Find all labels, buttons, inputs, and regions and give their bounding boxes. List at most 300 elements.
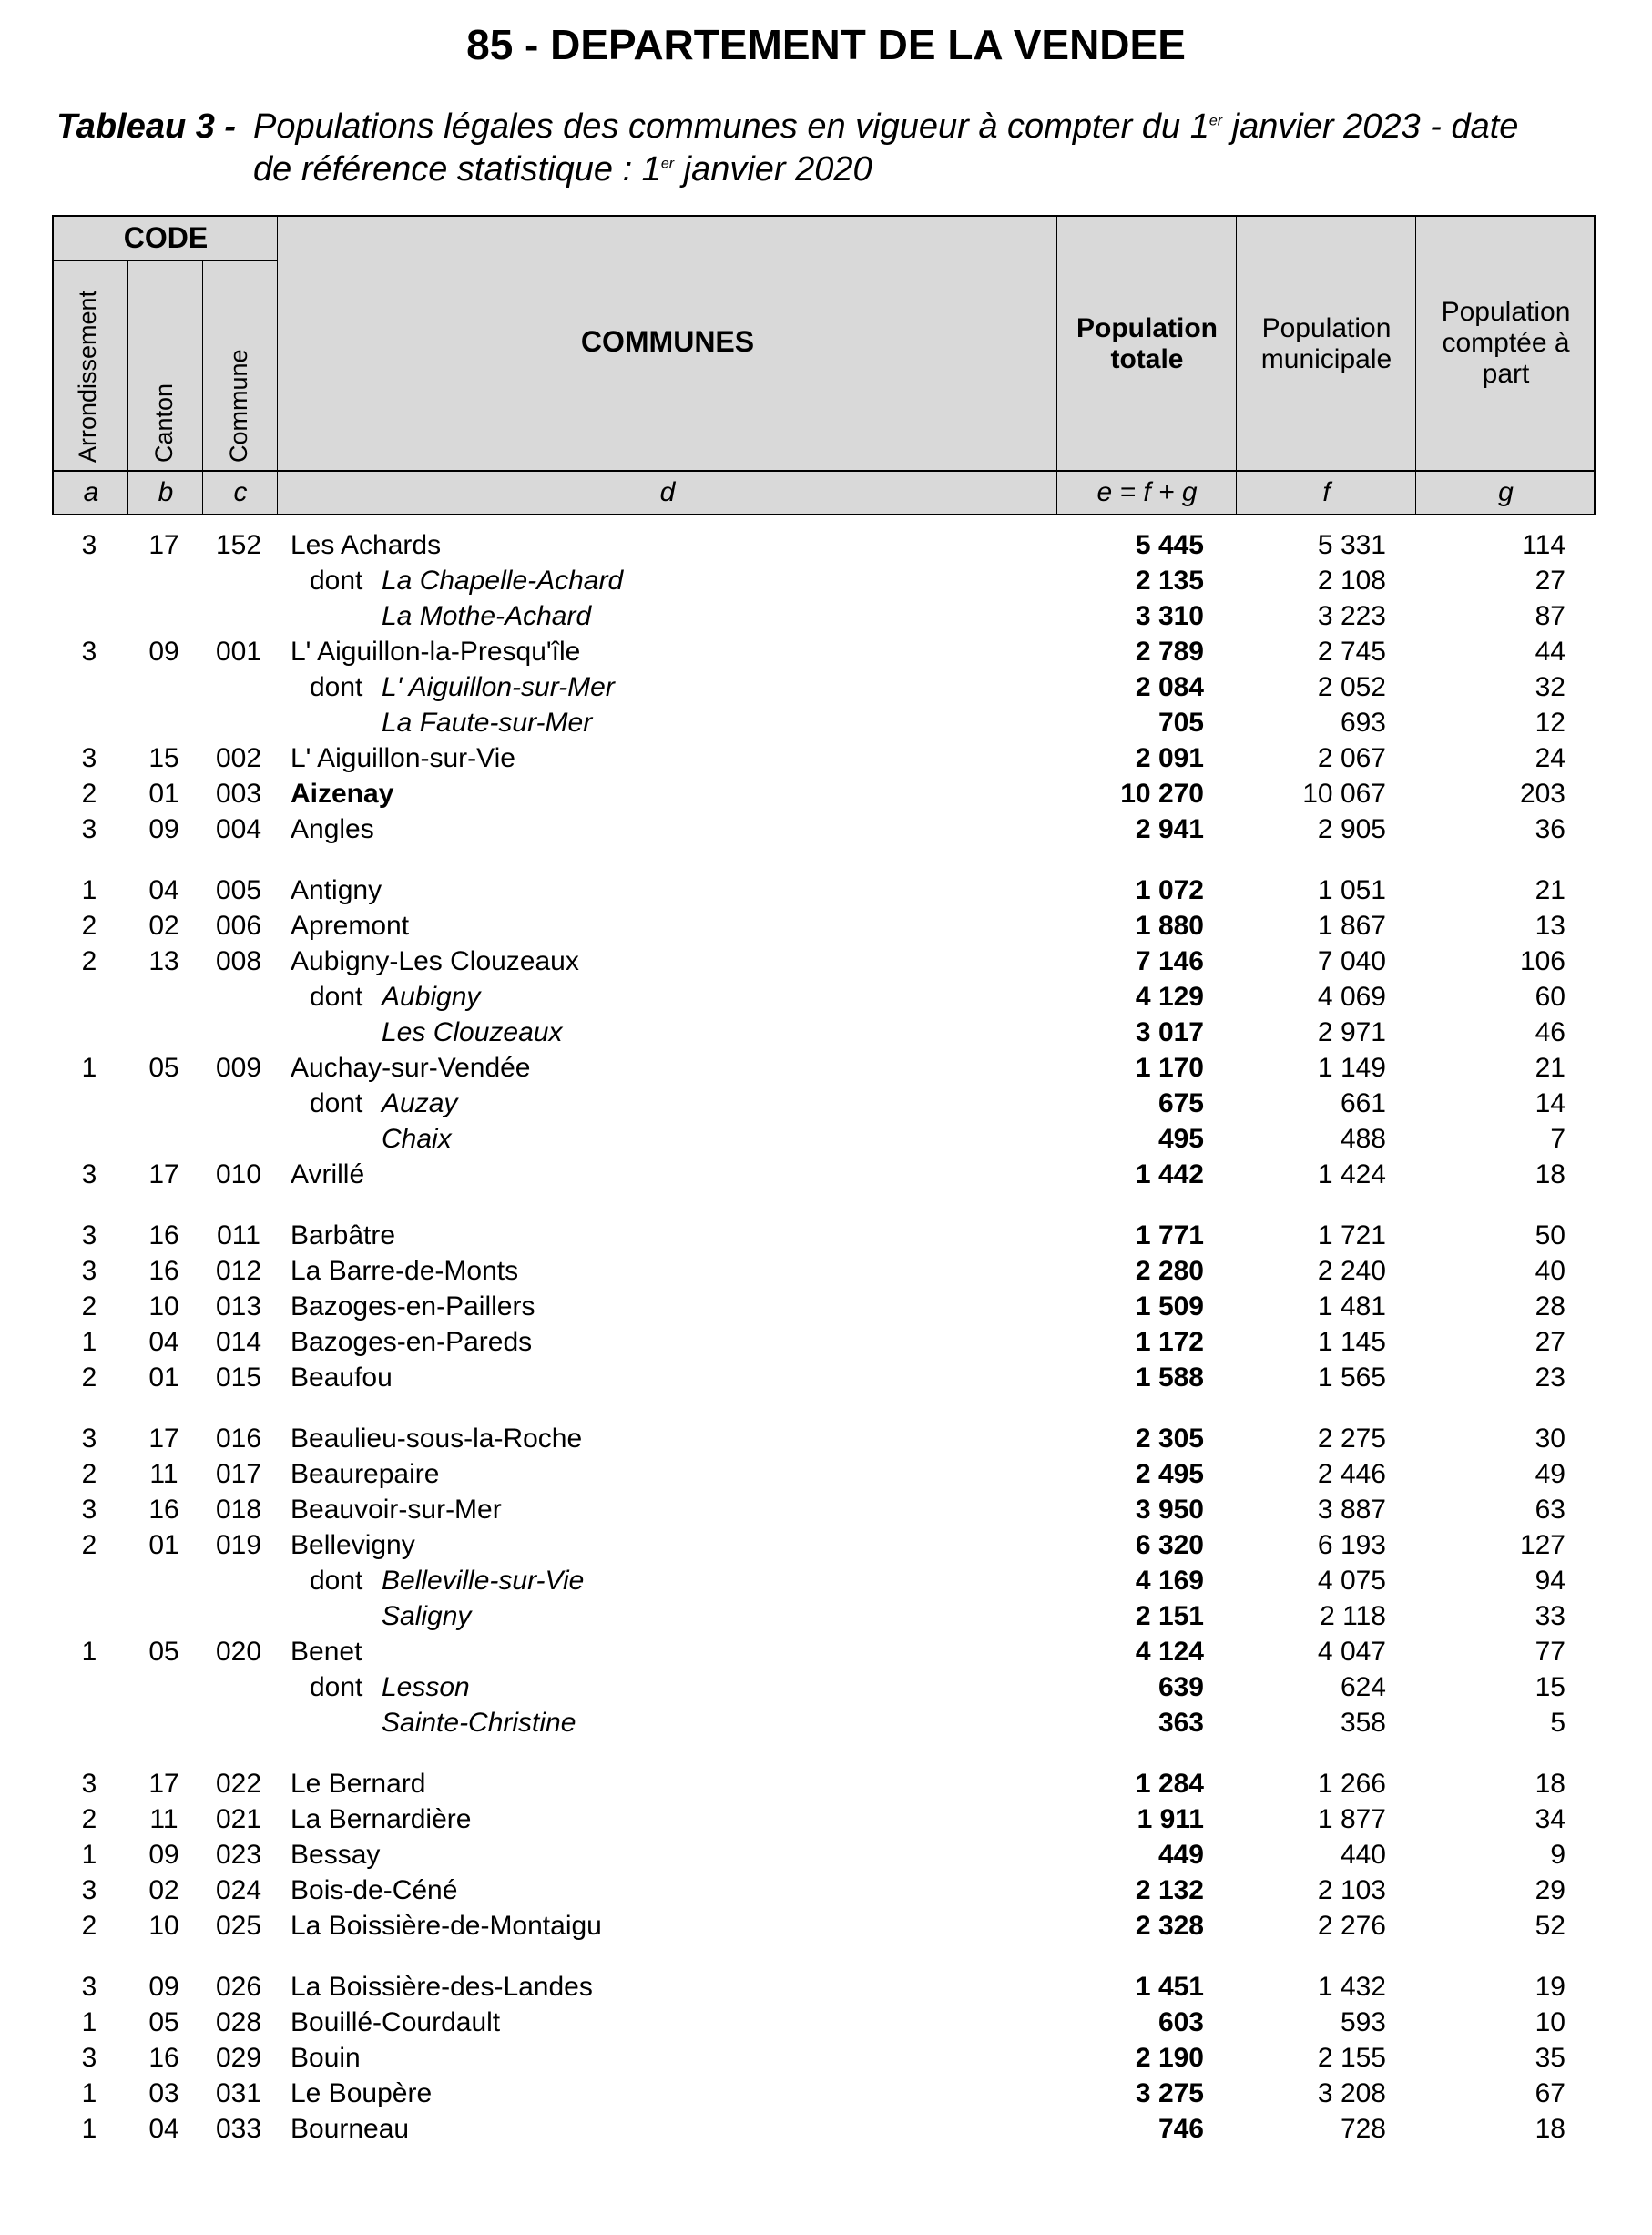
cell-commune-code: 010 (215, 1159, 262, 1189)
cell-commune-code: 006 (215, 911, 262, 941)
cell-commune-code: 004 (215, 814, 262, 844)
cell-commune-name: Aizenay (291, 779, 394, 809)
cell-population-a-part: 18 (1535, 1159, 1565, 1189)
cell-canton: 10 (148, 1911, 179, 1941)
cell-population-a-part: 19 (1535, 1972, 1565, 2002)
table-row (52, 779, 1596, 813)
cell-population-a-part: 9 (1550, 1840, 1565, 1870)
cell-canton: 01 (148, 1530, 179, 1560)
table-row (52, 530, 1596, 565)
cell-commune-code: 026 (215, 1972, 262, 2002)
cell-population-totale: 1 172 (1135, 1327, 1204, 1357)
cell-population-totale: 2 190 (1135, 2043, 1204, 2073)
cell-commune-name: Bourneau (291, 2114, 410, 2144)
cell-commune-code: 033 (215, 2114, 262, 2144)
cell-arrondissement: 1 (81, 875, 97, 905)
table-row (52, 1637, 1596, 1671)
letter-c: c (233, 477, 248, 507)
cell-arrondissement: 1 (81, 1327, 97, 1357)
cell-commune-name: Antigny (291, 875, 382, 905)
cell-arrondissement: 3 (81, 1495, 97, 1525)
cell-population-totale: 1 072 (1135, 875, 1204, 905)
cell-population-totale: 3 017 (1135, 1017, 1204, 1047)
table-subrow (52, 1708, 1596, 1742)
cell-population-totale: 1 771 (1135, 1220, 1204, 1250)
cell-population-a-part: 30 (1535, 1424, 1565, 1454)
cell-arrondissement: 1 (81, 2078, 97, 2108)
cell-commune-code: 011 (217, 1220, 260, 1250)
table-row (52, 1972, 1596, 2006)
cell-population-a-part: 127 (1519, 1530, 1565, 1560)
cell-canton: 17 (148, 1424, 179, 1454)
cell-sub-commune: Lesson (382, 1672, 470, 1702)
cell-canton: 10 (148, 1291, 179, 1322)
cell-commune-code: 029 (215, 2043, 262, 2073)
cell-population-totale: 639 (1157, 1672, 1204, 1702)
table-row (52, 875, 1596, 910)
table-description: Populations légales des communes en vigueur à compter du 1er janvier 2023 - date de référence statistique : 1er janvier 2020 (253, 107, 1519, 189)
table-subrow (52, 1017, 1596, 1052)
cell-dont-label: dont (310, 982, 363, 1012)
cell-dont-label: dont (310, 672, 363, 702)
cell-population-a-part: 29 (1535, 1875, 1565, 1905)
cell-population-municipale: 1 877 (1317, 1804, 1386, 1834)
cell-arrondissement: 3 (81, 1875, 97, 1905)
cell-population-municipale: 4 047 (1317, 1637, 1386, 1667)
cell-population-totale: 2 132 (1135, 1875, 1204, 1905)
cell-arrondissement: 2 (81, 911, 97, 941)
table-row (52, 1327, 1596, 1362)
cell-canton: 01 (148, 779, 179, 809)
cell-canton: 16 (148, 2043, 179, 2073)
table-subrow (52, 1601, 1596, 1636)
table-row (52, 1256, 1596, 1291)
table-subrow (52, 672, 1596, 707)
cell-population-municipale: 358 (1340, 1708, 1386, 1738)
cell-population-a-part: 7 (1550, 1124, 1565, 1154)
cell-population-municipale: 2 155 (1317, 2043, 1386, 2073)
cell-commune-name: Bazoges-en-Pareds (291, 1327, 533, 1357)
cell-commune-code: 024 (215, 1875, 262, 1905)
cell-commune-code: 005 (215, 875, 262, 905)
cell-population-municipale: 2 103 (1317, 1875, 1386, 1905)
cell-dont-label: dont (310, 1088, 363, 1118)
cell-arrondissement: 3 (81, 530, 97, 560)
table-row (52, 637, 1596, 671)
cell-commune-code: 021 (215, 1804, 262, 1834)
cell-population-municipale: 1 424 (1317, 1159, 1386, 1189)
table-row (52, 1495, 1596, 1529)
cell-population-a-part: 5 (1550, 1708, 1565, 1738)
cell-canton: 05 (148, 1637, 179, 1667)
cell-commune-name: Le Boupère (291, 2078, 433, 2108)
cell-population-municipale: 1 867 (1317, 911, 1386, 941)
cell-arrondissement: 3 (81, 1424, 97, 1454)
header-communes: COMMUNES (278, 217, 1057, 470)
table-subrow (52, 1124, 1596, 1158)
letter-f: f (1322, 477, 1331, 507)
cell-population-totale: 1 284 (1135, 1769, 1204, 1799)
cell-population-municipale: 1 481 (1317, 1291, 1386, 1322)
cell-population-totale: 2 495 (1135, 1459, 1204, 1489)
cell-population-totale: 4 124 (1135, 1637, 1204, 1667)
letter-g: g (1498, 477, 1514, 507)
table-row (52, 1291, 1596, 1326)
cell-population-municipale: 2 118 (1320, 1601, 1386, 1631)
cell-population-municipale: 4 075 (1317, 1566, 1386, 1596)
cell-commune-code: 012 (215, 1256, 262, 1286)
cell-commune-code: 152 (215, 530, 262, 560)
cell-population-a-part: 33 (1535, 1601, 1565, 1631)
cell-population-a-part: 32 (1535, 672, 1565, 702)
cell-population-a-part: 87 (1535, 601, 1565, 631)
cell-commune-name: Bois-de-Céné (291, 1875, 458, 1905)
cell-commune-name: Angles (291, 814, 374, 844)
cell-arrondissement: 1 (81, 1637, 97, 1667)
cell-population-a-part: 106 (1519, 946, 1565, 976)
cell-commune-code: 019 (215, 1530, 262, 1560)
cell-commune-name: Bessay (291, 1840, 381, 1870)
table-subrow (52, 566, 1596, 600)
header-population-municipale: Population municipale (1237, 217, 1416, 470)
cell-population-municipale: 488 (1340, 1124, 1386, 1154)
table-row (52, 2078, 1596, 2113)
cell-sub-commune: Auzay (382, 1088, 458, 1118)
cell-population-municipale: 4 069 (1317, 982, 1386, 1012)
cell-population-totale: 2 280 (1135, 1256, 1204, 1286)
cell-canton: 04 (148, 2114, 179, 2144)
cell-population-a-part: 28 (1535, 1291, 1565, 1322)
cell-population-totale: 675 (1157, 1088, 1204, 1118)
table-row (52, 1424, 1596, 1458)
cell-population-municipale: 2 052 (1317, 672, 1386, 702)
cell-arrondissement: 2 (81, 1362, 97, 1393)
cell-canton: 01 (148, 1362, 179, 1393)
table-row (52, 1159, 1596, 1194)
table-row (52, 1769, 1596, 1803)
cell-population-municipale: 1 266 (1317, 1769, 1386, 1799)
cell-arrondissement: 2 (81, 1291, 97, 1322)
cell-arrondissement: 3 (81, 1769, 97, 1799)
cell-population-a-part: 12 (1535, 708, 1565, 738)
cell-commune-name: Barbâtre (291, 1220, 396, 1250)
cell-population-totale: 2 305 (1135, 1424, 1204, 1454)
cell-population-totale: 5 445 (1135, 530, 1204, 560)
table-row (52, 1530, 1596, 1565)
cell-population-totale: 495 (1157, 1124, 1204, 1154)
cell-population-totale: 1 442 (1135, 1159, 1204, 1189)
cell-population-totale: 2 941 (1135, 814, 1204, 844)
table-row (52, 1459, 1596, 1494)
cell-population-a-part: 10 (1535, 2007, 1565, 2037)
table-subrow (52, 1088, 1596, 1123)
cell-population-a-part: 114 (1522, 530, 1565, 560)
cell-population-totale: 7 146 (1135, 946, 1204, 976)
cell-population-totale: 363 (1157, 1708, 1204, 1738)
letter-b: b (158, 477, 174, 507)
cell-population-totale: 603 (1157, 2007, 1204, 2037)
table-row (52, 1053, 1596, 1087)
cell-commune-name: Beaurepaire (291, 1459, 440, 1489)
page-title: 85 - DEPARTEMENT DE LA VENDEE (466, 21, 1186, 68)
cell-arrondissement: 3 (81, 1159, 97, 1189)
cell-commune-code: 023 (215, 1840, 262, 1870)
header-population-a-part: Population comptée à part (1441, 297, 1571, 389)
cell-population-a-part: 24 (1535, 743, 1565, 773)
cell-commune-name: Avrillé (291, 1159, 365, 1189)
cell-population-totale: 2 789 (1135, 637, 1204, 667)
table-subrow (52, 1566, 1596, 1600)
cell-population-a-part: 21 (1535, 1053, 1565, 1083)
cell-population-a-part: 52 (1535, 1911, 1565, 1941)
cell-arrondissement: 2 (81, 779, 97, 809)
cell-population-municipale: 1 149 (1317, 1053, 1386, 1083)
cell-arrondissement: 2 (81, 1911, 97, 1941)
table-row (52, 2114, 1596, 2148)
cell-population-totale: 6 320 (1135, 1530, 1204, 1560)
cell-population-municipale: 624 (1340, 1672, 1386, 1702)
cell-population-municipale: 1 565 (1317, 1362, 1386, 1393)
cell-canton: 16 (148, 1220, 179, 1250)
header-commune: Commune (203, 260, 278, 470)
cell-population-totale: 3 310 (1135, 601, 1204, 631)
cell-population-municipale: 2 745 (1317, 637, 1386, 667)
cell-commune-code: 025 (215, 1911, 262, 1941)
cell-commune-code: 009 (215, 1053, 262, 1083)
header-arrondissement: Arrondissement (54, 260, 128, 470)
cell-canton: 11 (149, 1459, 178, 1489)
cell-population-a-part: 40 (1535, 1256, 1565, 1286)
cell-arrondissement: 3 (81, 637, 97, 667)
cell-sub-commune: Belleville-sur-Vie (382, 1566, 585, 1596)
cell-population-totale: 2 328 (1135, 1911, 1204, 1941)
table-subrow (52, 1672, 1596, 1707)
code-group-header: CODE (54, 217, 278, 260)
cell-population-municipale: 2 067 (1317, 743, 1386, 773)
cell-sub-commune: La Chapelle-Achard (382, 566, 624, 596)
cell-commune-name: Aubigny-Les Clouzeaux (291, 946, 579, 976)
cell-population-totale: 2 084 (1135, 672, 1204, 702)
table-row (52, 911, 1596, 945)
cell-population-a-part: 67 (1535, 2078, 1565, 2108)
cell-commune-name: Bouin (291, 2043, 361, 2073)
header-canton: Canton (128, 260, 203, 470)
table-subrow (52, 708, 1596, 742)
table-row (52, 1362, 1596, 1397)
cell-commune-code: 020 (215, 1637, 262, 1667)
cell-commune-name: Auchay-sur-Vendée (291, 1053, 531, 1083)
cell-population-municipale: 6 193 (1317, 1530, 1386, 1560)
table-subrow (52, 601, 1596, 636)
cell-population-totale: 746 (1157, 2114, 1204, 2144)
cell-population-totale: 1 170 (1135, 1053, 1204, 1083)
cell-commune-code: 031 (215, 2078, 262, 2108)
table-row (52, 1840, 1596, 1874)
cell-canton: 09 (148, 1972, 179, 2002)
table-row (52, 1804, 1596, 1839)
cell-population-a-part: 18 (1535, 1769, 1565, 1799)
cell-commune-code: 015 (215, 1362, 262, 1393)
table-label: Tableau 3 - (56, 107, 237, 146)
cell-population-totale: 449 (1157, 1840, 1204, 1870)
cell-dont-label: dont (310, 1566, 363, 1596)
cell-arrondissement: 3 (81, 743, 97, 773)
cell-canton: 17 (148, 530, 179, 560)
cell-population-a-part: 50 (1535, 1220, 1565, 1250)
cell-canton: 04 (148, 1327, 179, 1357)
cell-population-municipale: 440 (1340, 1840, 1386, 1870)
cell-population-municipale: 3 223 (1317, 601, 1386, 631)
cell-commune-name: Bellevigny (291, 1530, 415, 1560)
cell-canton: 16 (148, 1256, 179, 1286)
table-row (52, 2007, 1596, 2042)
cell-commune-name: Le Bernard (291, 1769, 426, 1799)
table-row (52, 1911, 1596, 1945)
table-subrow (52, 982, 1596, 1016)
cell-canton: 13 (148, 946, 179, 976)
letter-e: e = f + g (1096, 477, 1198, 507)
cell-population-a-part: 23 (1535, 1362, 1565, 1393)
cell-population-totale: 2 151 (1135, 1601, 1204, 1631)
cell-population-a-part: 14 (1535, 1088, 1565, 1118)
table-row (52, 2043, 1596, 2077)
cell-population-municipale: 2 276 (1317, 1911, 1386, 1941)
cell-population-totale: 4 169 (1135, 1566, 1204, 1596)
cell-commune-code: 017 (215, 1459, 262, 1489)
cell-commune-name: La Barre-de-Monts (291, 1256, 519, 1286)
cell-population-a-part: 44 (1535, 637, 1565, 667)
cell-commune-name: La Bernardière (291, 1804, 472, 1834)
cell-population-a-part: 46 (1535, 1017, 1565, 1047)
cell-sub-commune: Sainte-Christine (382, 1708, 576, 1738)
cell-canton: 02 (148, 1875, 179, 1905)
cell-commune-code: 002 (215, 743, 262, 773)
cell-population-totale: 3 275 (1135, 2078, 1204, 2108)
cell-commune-name: L' Aiguillon-la-Presqu'île (291, 637, 581, 667)
cell-canton: 17 (148, 1769, 179, 1799)
cell-population-municipale: 2 108 (1317, 566, 1386, 596)
header-population-totale: Population totale (1057, 217, 1237, 470)
cell-canton: 09 (148, 1840, 179, 1870)
cell-population-totale: 10 270 (1120, 779, 1204, 809)
cell-arrondissement: 1 (81, 1053, 97, 1083)
cell-arrondissement: 1 (81, 2007, 97, 2037)
cell-dont-label: dont (310, 566, 363, 596)
cell-canton: 05 (148, 1053, 179, 1083)
table-row (52, 946, 1596, 981)
cell-population-municipale: 2 275 (1317, 1424, 1386, 1454)
cell-population-a-part: 94 (1535, 1566, 1565, 1596)
cell-population-municipale: 2 905 (1317, 814, 1386, 844)
letter-d: d (659, 477, 676, 507)
cell-sub-commune: Chaix (382, 1124, 452, 1154)
cell-arrondissement: 2 (81, 1804, 97, 1834)
cell-commune-code: 022 (215, 1769, 262, 1799)
cell-canton: 05 (148, 2007, 179, 2037)
table-row (52, 1220, 1596, 1255)
cell-population-municipale: 1 145 (1317, 1327, 1386, 1357)
cell-population-municipale: 2 240 (1317, 1256, 1386, 1286)
cell-arrondissement: 3 (81, 1972, 97, 2002)
cell-commune-name: Beaufou (291, 1362, 393, 1393)
cell-population-totale: 1 880 (1135, 911, 1204, 941)
cell-population-a-part: 77 (1535, 1637, 1565, 1667)
cell-population-municipale: 1 432 (1317, 1972, 1386, 2002)
cell-sub-commune: La Mothe-Achard (382, 601, 592, 631)
cell-population-a-part: 203 (1519, 779, 1565, 809)
cell-arrondissement: 1 (81, 2114, 97, 2144)
cell-commune-name: Beauvoir-sur-Mer (291, 1495, 502, 1525)
cell-commune-name: Les Achards (291, 530, 442, 560)
table-row (52, 814, 1596, 849)
cell-sub-commune: Les Clouzeaux (382, 1017, 563, 1047)
cell-population-totale: 1 911 (1137, 1804, 1204, 1834)
cell-canton: 03 (148, 2078, 179, 2108)
cell-population-municipale: 3 208 (1317, 2078, 1386, 2108)
cell-canton: 09 (148, 637, 179, 667)
cell-commune-name: La Boissière-de-Montaigu (291, 1911, 602, 1941)
cell-arrondissement: 3 (81, 1256, 97, 1286)
cell-arrondissement: 3 (81, 1220, 97, 1250)
cell-population-totale: 2 135 (1135, 566, 1204, 596)
cell-population-a-part: 15 (1535, 1672, 1565, 1702)
cell-arrondissement: 2 (81, 1459, 97, 1489)
cell-population-a-part: 49 (1535, 1459, 1565, 1489)
cell-population-a-part: 34 (1535, 1804, 1565, 1834)
cell-population-municipale: 10 067 (1302, 779, 1386, 809)
table-row (52, 1875, 1596, 1910)
cell-canton: 17 (148, 1159, 179, 1189)
cell-commune-code: 013 (215, 1291, 262, 1322)
cell-population-totale: 1 588 (1135, 1362, 1204, 1393)
cell-population-a-part: 13 (1535, 911, 1565, 941)
cell-dont-label: dont (310, 1672, 363, 1702)
letter-a: a (83, 477, 99, 507)
cell-population-totale: 4 129 (1135, 982, 1204, 1012)
cell-population-a-part: 36 (1535, 814, 1565, 844)
cell-population-municipale: 1 721 (1317, 1220, 1386, 1250)
cell-canton: 09 (148, 814, 179, 844)
cell-commune-name: L' Aiguillon-sur-Vie (291, 743, 515, 773)
cell-commune-code: 008 (215, 946, 262, 976)
cell-arrondissement: 3 (81, 2043, 97, 2073)
cell-commune-code: 016 (215, 1424, 262, 1454)
cell-commune-name: Apremont (291, 911, 410, 941)
cell-population-a-part: 21 (1535, 875, 1565, 905)
cell-canton: 11 (149, 1804, 178, 1834)
cell-commune-name: Benet (291, 1637, 362, 1667)
cell-arrondissement: 2 (81, 946, 97, 976)
cell-canton: 15 (148, 743, 179, 773)
cell-canton: 02 (148, 911, 179, 941)
cell-population-totale: 1 451 (1135, 1972, 1204, 2002)
cell-sub-commune: La Faute-sur-Mer (382, 708, 593, 738)
cell-population-totale: 3 950 (1135, 1495, 1204, 1525)
cell-population-municipale: 3 887 (1317, 1495, 1386, 1525)
cell-canton: 16 (148, 1495, 179, 1525)
table-header (52, 215, 1596, 515)
cell-arrondissement: 2 (81, 1530, 97, 1560)
cell-commune-name: Beaulieu-sous-la-Roche (291, 1424, 583, 1454)
cell-population-municipale: 728 (1340, 2114, 1386, 2144)
cell-population-municipale: 7 040 (1317, 946, 1386, 976)
cell-population-municipale: 1 051 (1317, 875, 1386, 905)
cell-canton: 04 (148, 875, 179, 905)
cell-population-totale: 1 509 (1135, 1291, 1204, 1322)
cell-population-a-part: 60 (1535, 982, 1565, 1012)
table-row (52, 743, 1596, 778)
cell-population-municipale: 2 446 (1317, 1459, 1386, 1489)
